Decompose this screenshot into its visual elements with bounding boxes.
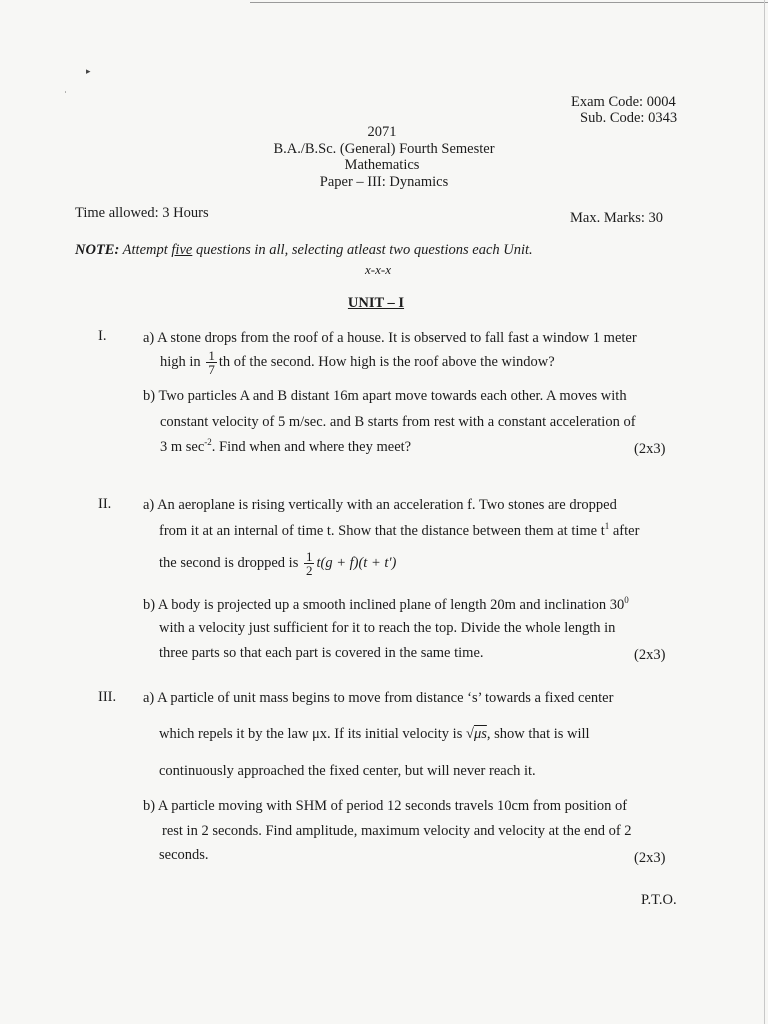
question-text: b) A body is projected up a smooth inclined plane of length 20m and inclination $30^0$ (143, 595, 629, 613)
question-text: high in $\frac{1}{7}$ th of the second. How high is the roof above the window? (160, 348, 555, 377)
question-text: constant velocity of 5 m/sec. and B starts from rest with a constant acceleration of (160, 414, 636, 430)
separator: x-x-x (365, 262, 391, 277)
question-text: a) A particle of unit mass begins to move from distance ‘s’ towards a fixed center (143, 690, 614, 706)
sub-code: Sub. Code: 0343 (580, 110, 678, 126)
question-text: a) An aeroplane is rising vertically with an acceleration f. Two stones are dropped (143, 497, 617, 513)
marks-label: (2x3) (634, 441, 666, 457)
scan-edge-top (250, 2, 768, 3)
question-text: the second is dropped is $\frac{1}{2}$ t(g + f)(t + t′) (159, 549, 397, 578)
course-title: B.A./B.Sc. (General) Fourth Semester (273, 141, 495, 157)
note-label: NOTE: (75, 242, 120, 258)
instructions-note: NOTE: Attempt five questions in all, selecting atleast two questions each Unit. (75, 242, 533, 258)
formula: t(g + f)(t + t′) (316, 554, 397, 571)
max-marks: Max. Marks: 30 (570, 210, 664, 226)
page-turn-note: P.T.O. (641, 892, 677, 908)
question-text: with a velocity just sufficient for it to reach the top. Divide the whole length in (159, 620, 616, 636)
question-text: seconds. (159, 847, 209, 863)
question-text: a) A stone drops from the roof of a house. It is observed to fall fast a window 1 meter (143, 330, 637, 346)
exam-code: Exam Code: 0004 (571, 94, 676, 110)
question-text: b) Two particles A and B distant 16m apart move towards each other. A moves with (143, 388, 627, 404)
fraction: $\frac{1}{7}$ (208, 348, 215, 377)
subject-title: Mathematics (344, 157, 420, 173)
question-text: b) A particle moving with SHM of period 12 seconds travels 10cm from position of (143, 798, 628, 814)
question-text: rest in 2 seconds. Find amplitude, maximum velocity and velocity at the end of 2 (162, 823, 632, 839)
paper-title: Paper – III: Dynamics (319, 174, 449, 190)
question-text: which repels it by the law μx. If its initial velocity is √μs, show that is will (159, 726, 590, 742)
note-emphasis: five (171, 242, 193, 258)
marks-label: (2x3) (634, 647, 666, 663)
question-number: III. (98, 689, 117, 705)
fraction: $\frac{1}{2}$ (305, 549, 313, 578)
question-text: 3 m $\sec^{-2}$. Find when and where they meet? (160, 437, 412, 455)
time-allowed: Time allowed: 3 Hours (75, 205, 209, 221)
question-number: I. (98, 328, 107, 344)
question-number: II. (98, 496, 112, 512)
question-text: continuously approached the fixed center, but will never reach it. (159, 763, 536, 779)
sqrt-expression: √μs (465, 726, 487, 742)
question-text: from it at an internal of time t. Show that the distance between them at time $t^1$ after (159, 521, 640, 539)
exam-year: 2071 (367, 124, 397, 140)
marks-label: (2x3) (634, 850, 666, 866)
question-text: three parts so that each part is covered in the same time. (159, 645, 484, 661)
scan-speck: ▸ (86, 66, 91, 76)
scan-speck: ˙ (64, 90, 67, 100)
unit-title: UNIT – I (347, 295, 405, 311)
